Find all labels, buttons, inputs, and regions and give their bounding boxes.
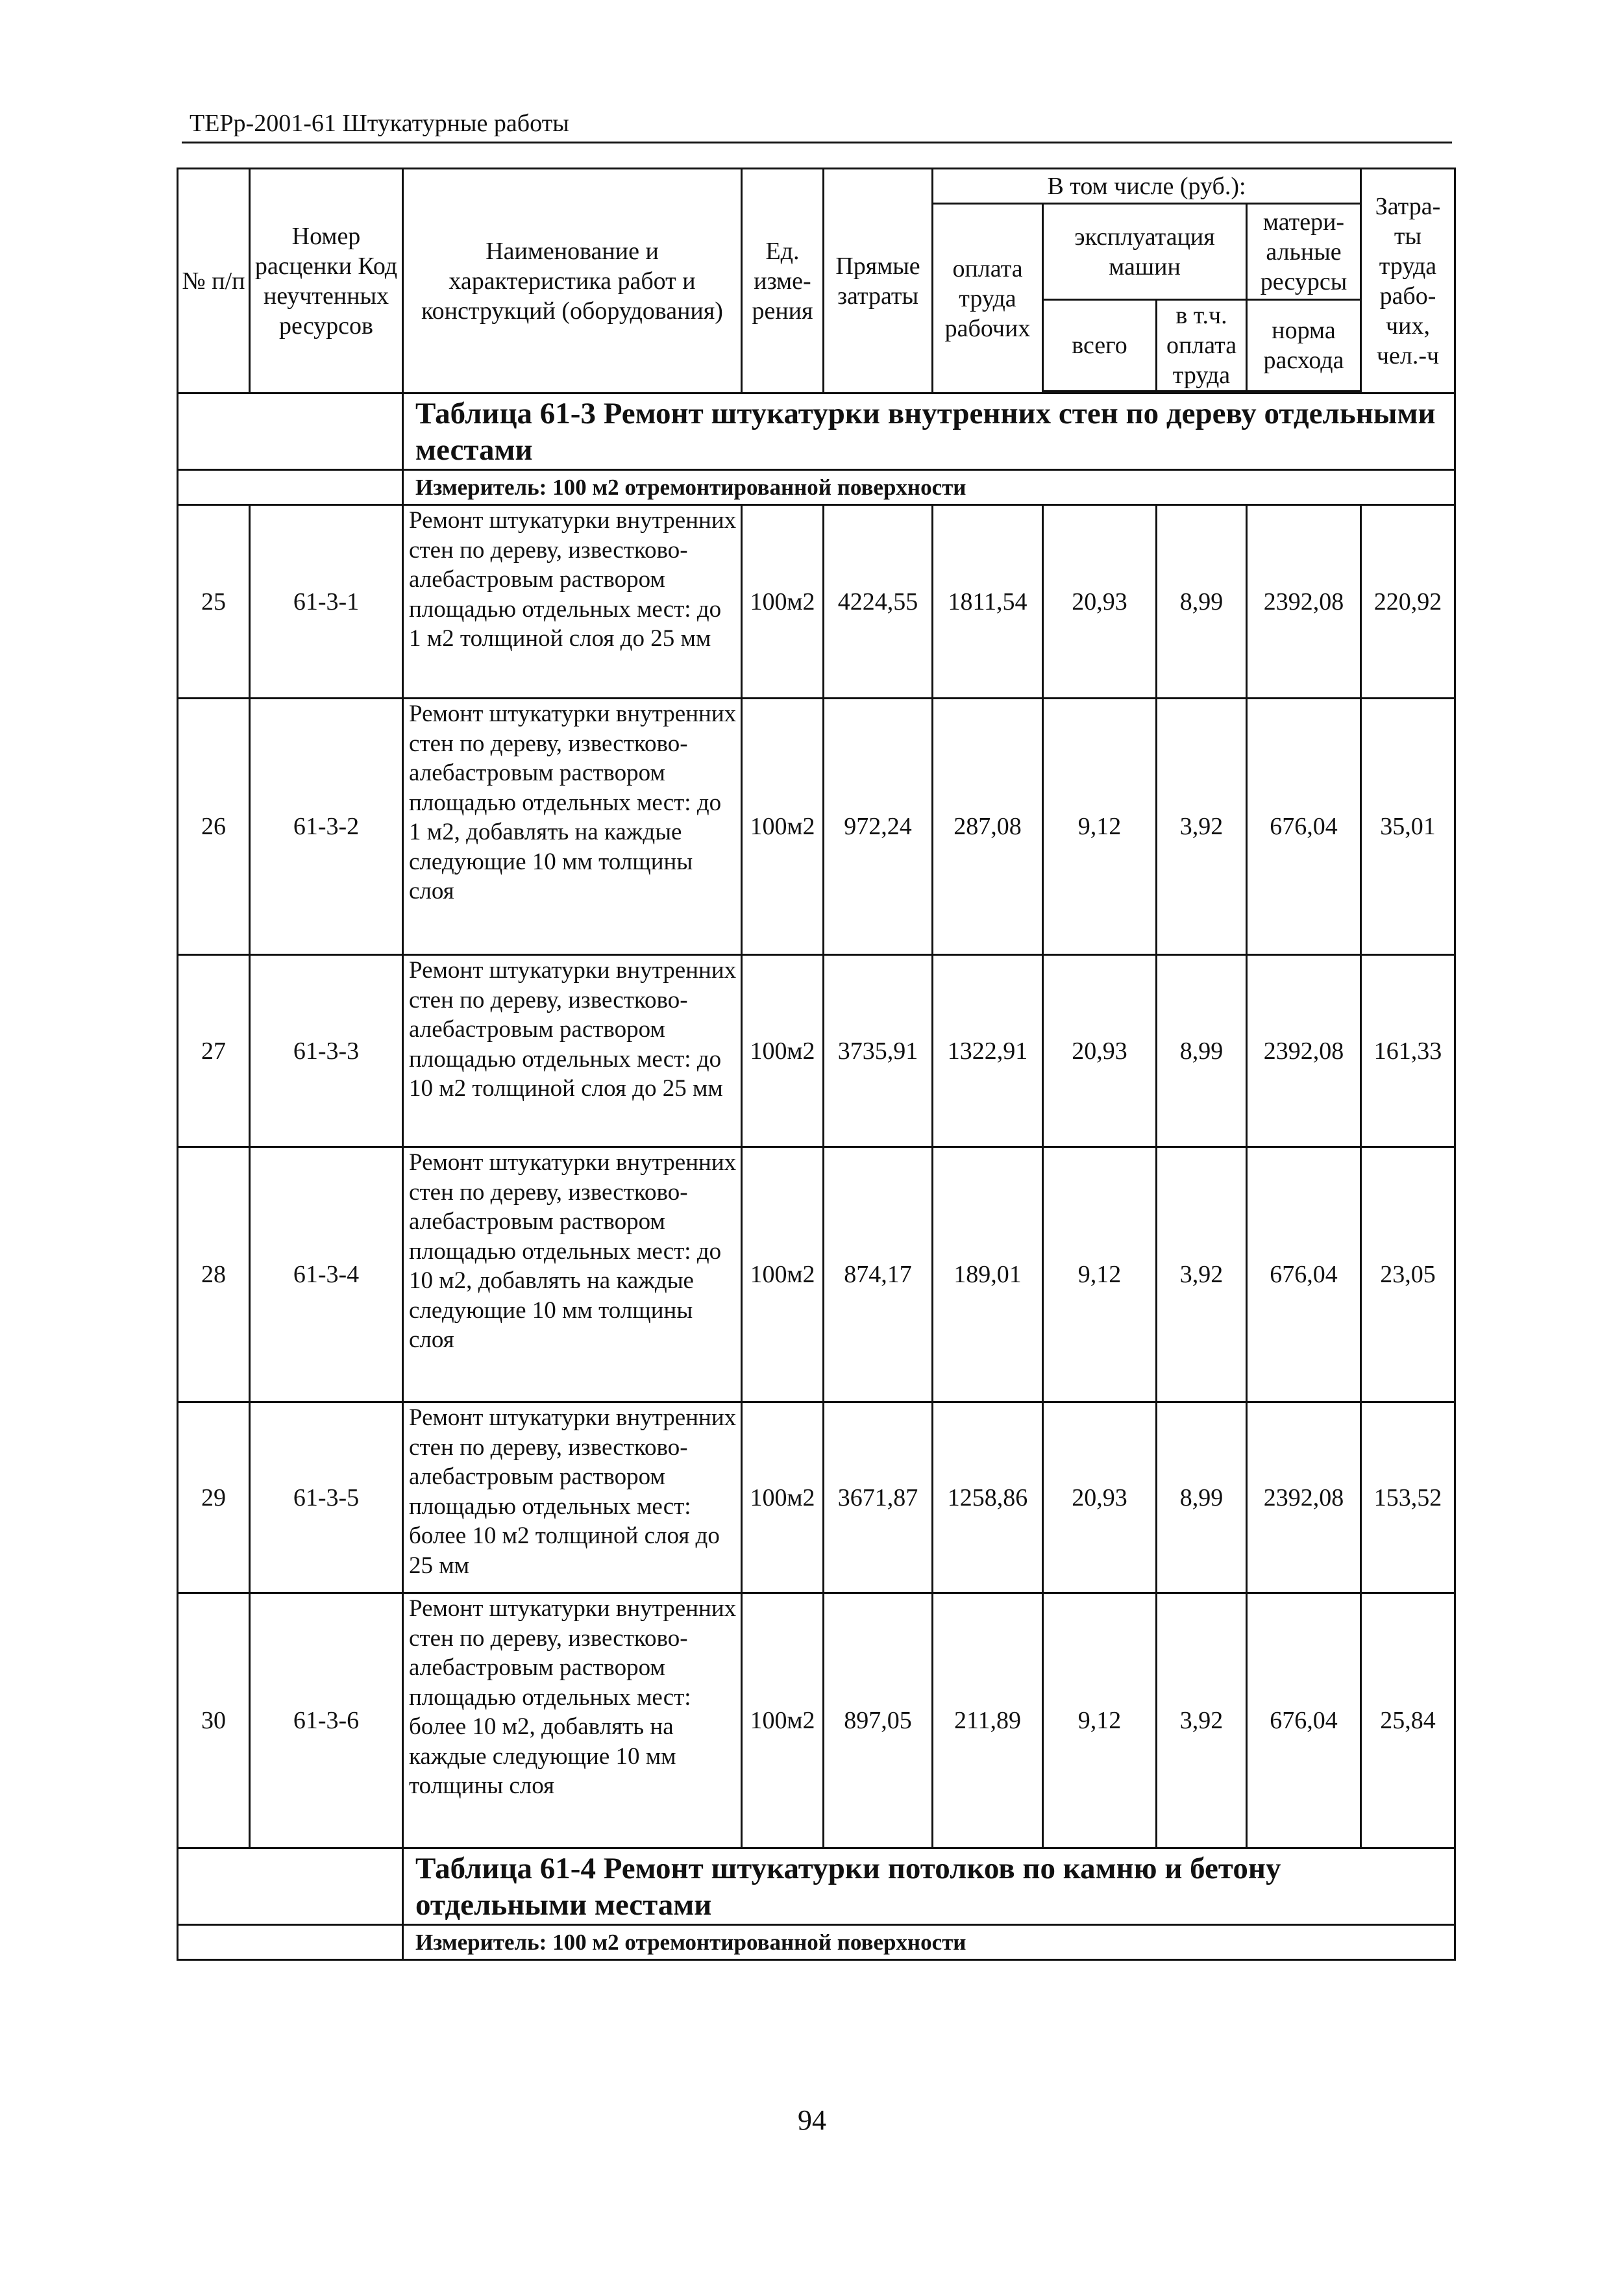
row-hours: 220,92: [1361, 505, 1455, 699]
col-header-machines-incl: в т.ч. оплата труда: [1157, 300, 1247, 391]
row-direct: 3735,91: [824, 955, 933, 1147]
col-header-including: В том числе (руб.):: [933, 169, 1361, 204]
col-header-machines-total: всего: [1043, 300, 1157, 391]
row-labor: 1322,91: [933, 955, 1043, 1147]
row-code: 61-3-3: [250, 955, 403, 1147]
col-header-labor-pay: оплата труда рабочих: [933, 204, 1043, 393]
section-title: Таблица 61-4 Ремонт штукатурки потолков по камню и бетону отдельными местами: [403, 1848, 1455, 1925]
row-machines-labor: 3,92: [1157, 699, 1247, 955]
row-machines-labor: 3,92: [1157, 1593, 1247, 1848]
col-header-direct: Прямые затраты: [824, 169, 933, 393]
section-title: Таблица 61-3 Ремонт штукатурки внутренних стен по дереву отдельными местами: [403, 393, 1455, 470]
table-row: [178, 1402, 1455, 1593]
header-rule: [182, 142, 1452, 143]
row-unit: 100м2: [742, 1147, 824, 1402]
row-materials: 676,04: [1247, 699, 1361, 955]
page-number: 94: [798, 2104, 826, 2136]
row-direct: 972,24: [824, 699, 933, 955]
row-labor: 287,08: [933, 699, 1043, 955]
row-labor: 1258,86: [933, 1402, 1043, 1593]
table-row: [178, 1147, 1455, 1402]
row-machines: 9,12: [1043, 1147, 1157, 1402]
row-machines: 9,12: [1043, 699, 1157, 955]
row-num: 26: [178, 699, 250, 955]
section-meter-row: [178, 1925, 1455, 1960]
row-code: 61-3-4: [250, 1147, 403, 1402]
table-row: [178, 1593, 1455, 1848]
row-unit: 100м2: [742, 1593, 824, 1848]
row-machines-labor: 3,92: [1157, 1147, 1247, 1402]
row-unit: 100м2: [742, 505, 824, 699]
section-title-row: [178, 1848, 1455, 1925]
row-materials: 2392,08: [1247, 955, 1361, 1147]
row-code: 61-3-5: [250, 1402, 403, 1593]
row-machines: 20,93: [1043, 1402, 1157, 1593]
row-materials: 676,04: [1247, 1593, 1361, 1848]
section-meter-row: [178, 470, 1455, 505]
row-name: Ремонт штукатурки внутренних стен по дереву, известково-алебастровым раствором площадью отдельных мест: до 1 м2 толщиной слоя до 25 мм: [403, 505, 742, 699]
row-num: 30: [178, 1593, 250, 1848]
row-materials: 2392,08: [1247, 505, 1361, 699]
row-labor: 211,89: [933, 1593, 1043, 1848]
row-unit: 100м2: [742, 699, 824, 955]
section-meter: Измеритель: 100 м2 отремонтированной поверхности: [403, 470, 1455, 505]
col-header-code: Номер расценки Код неучтенных ресурсов: [250, 169, 403, 393]
row-labor: 1811,54: [933, 505, 1043, 699]
row-machines: 20,93: [1043, 505, 1157, 699]
row-unit: 100м2: [742, 1402, 824, 1593]
col-header-materials: матери- альные ресурсы: [1247, 204, 1361, 300]
row-hours: 25,84: [1361, 1593, 1455, 1848]
row-labor: 189,01: [933, 1147, 1043, 1402]
header-row-1: [178, 169, 1455, 204]
row-machines: 9,12: [1043, 1593, 1157, 1848]
row-unit: 100м2: [742, 955, 824, 1147]
section-title-row: [178, 393, 1455, 470]
row-num: 28: [178, 1147, 250, 1402]
row-direct: 897,05: [824, 1593, 933, 1848]
row-machines: 20,93: [1043, 955, 1157, 1147]
table-row: [178, 955, 1455, 1147]
table-row: [178, 699, 1455, 955]
table-row: [178, 505, 1455, 699]
col-header-machines: эксплуатация машин: [1043, 204, 1247, 300]
row-machines-labor: 8,99: [1157, 955, 1247, 1147]
row-hours: 153,52: [1361, 1402, 1455, 1593]
row-name: Ремонт штукатурки внутренних стен по дереву, известково-алебастровым раствором площадью отдельных мест: более 10 м2, добавлять на каждые следующие 10 мм толщины слоя: [403, 1593, 742, 1848]
row-num: 27: [178, 955, 250, 1147]
row-hours: 161,33: [1361, 955, 1455, 1147]
rates-table: [177, 168, 1456, 1961]
row-direct: 4224,55: [824, 505, 933, 699]
row-name: Ремонт штукатурки внутренних стен по дереву, известково-алебастровым раствором площадью отдельных мест: до 10 м2 толщиной слоя до 25 мм: [403, 955, 742, 1147]
row-code: 61-3-2: [250, 699, 403, 955]
row-name: Ремонт штукатурки внутренних стен по дереву, известково-алебастровым раствором площадью отдельных мест: более 10 м2 толщиной слоя до 25 мм: [403, 1402, 742, 1593]
row-materials: 2392,08: [1247, 1402, 1361, 1593]
row-machines-labor: 8,99: [1157, 505, 1247, 699]
col-header-labor-hours: Затра- ты труда рабо- чих, чел.-ч: [1361, 169, 1455, 393]
row-machines-labor: 8,99: [1157, 1402, 1247, 1593]
row-num: 25: [178, 505, 250, 699]
row-name: Ремонт штукатурки внутренних стен по дереву, известково-алебастровым раствором площадью отдельных мест: до 10 м2, добавлять на каждые следующие 10 мм толщины слоя: [403, 1147, 742, 1402]
row-direct: 3671,87: [824, 1402, 933, 1593]
row-num: 29: [178, 1402, 250, 1593]
col-header-num: № п/п: [178, 169, 250, 393]
row-hours: 35,01: [1361, 699, 1455, 955]
col-header-materials-norm: норма расхода: [1247, 300, 1361, 391]
running-header: ТЕРр-2001-61 Штукатурные работы: [190, 110, 569, 137]
col-header-name: Наименование и характеристика работ и конструкций (оборудования): [403, 169, 742, 393]
row-code: 61-3-1: [250, 505, 403, 699]
row-hours: 23,05: [1361, 1147, 1455, 1402]
col-header-unit: Ед. изме- рения: [742, 169, 824, 393]
row-name: Ремонт штукатурки внутренних стен по дереву, известково-алебастровым раствором площадью отдельных мест: до 1 м2, добавлять на каждые следующие 10 мм толщины слоя: [403, 699, 742, 955]
section-meter: Измеритель: 100 м2 отремонтированной поверхности: [403, 1925, 1455, 1960]
row-materials: 676,04: [1247, 1147, 1361, 1402]
row-direct: 874,17: [824, 1147, 933, 1402]
row-code: 61-3-6: [250, 1593, 403, 1848]
